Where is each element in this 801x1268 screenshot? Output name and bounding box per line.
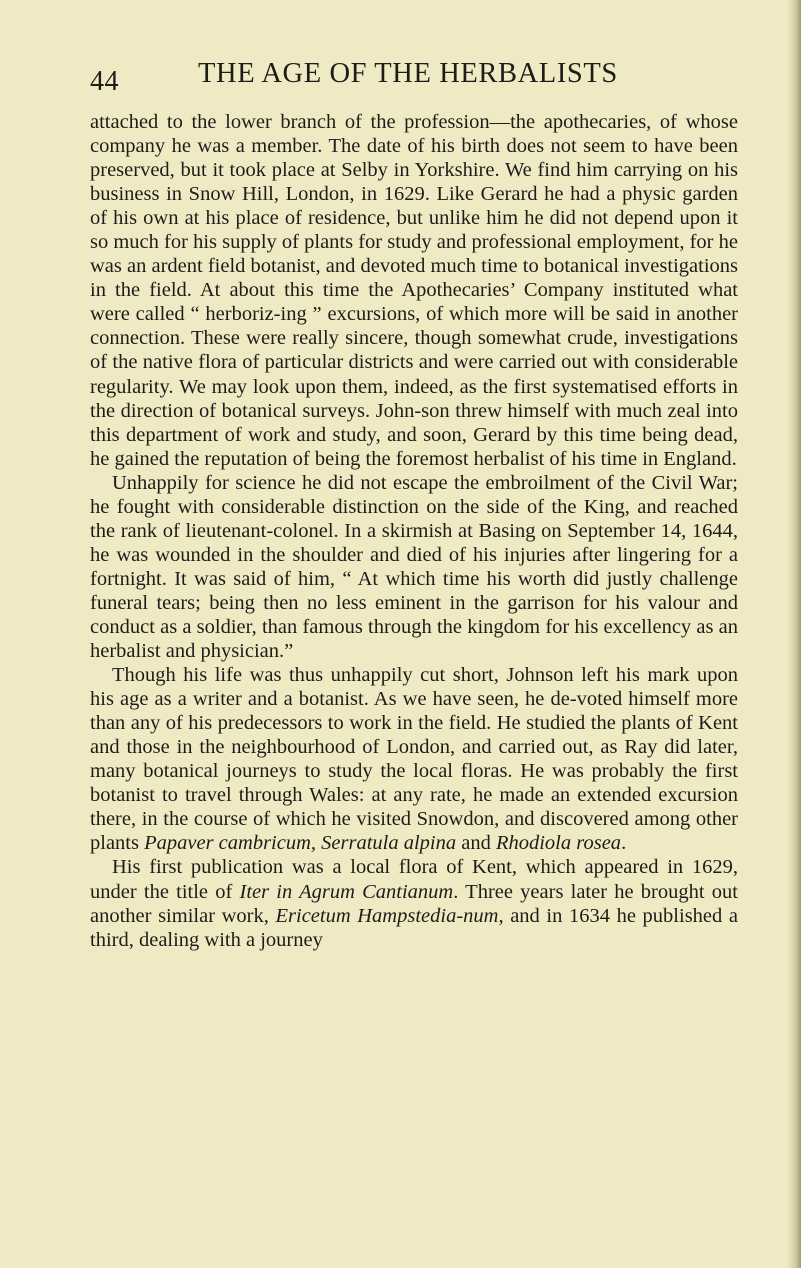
paragraph-4-text: His first publication was a local flora of Kent, which appeared in 1629, under the title of [90,856,738,903]
body-text [90,110,738,952]
paragraph-3-text: Though his life was thus unhappily cut short, Johnson left his mark upon his age as a writer and a botanist. As we have seen, he de-voted himself more than any of his predecessors to work in the field. He studied the plants of Kent and those in the neighbourhood of London, and carried out, as Ray did later, many botanical journeys to study the local floras. He was probably the first botanist to travel through Wales: at any rate, he made an extended excursion there, in the course of which he visited Snowdon, and discovered among other plants [90,664,738,855]
page-edge-shadow [787,0,801,1268]
book-title-iter: Iter in Agrum Cantianum [239,880,454,903]
paragraph-4 [90,855,738,951]
book-title-ericetum: Ericetum Hampstedia-num [275,904,499,927]
paragraph-4-middle: . Three years later he brought out another similar work, [90,880,738,927]
paragraph-4-end: , and in 1634 he published a third, dealing with a journey [90,904,738,951]
page-number: 44 [90,66,119,97]
page-header [90,58,740,102]
species-rhodiola-rosea: Rhodiola rosea [495,832,622,855]
paragraph-3-and: and [456,832,496,855]
paragraph-3-end: . [621,832,627,855]
running-head: THE AGE OF THE HERBALISTS [198,58,618,89]
species-papaver-serratula: Papaver cambricum, Serratula alpina [144,832,457,855]
paragraph-2: Unhappily for science he did not escape the embroilment of the Civil War; he fought with considerable distinction on the side of the King, and reached the rank of lieutenant-colonel. In a skirmish at Basing on September 14, 1644, he was wounded in the shoulder and died of his injuries after lingering for a fortnight. It was said of him, “ At which time his worth did justly challenge funeral tears; being then no less eminent in the garrison for his valour and conduct as a soldier, than famous through the kingdom for his excellency as an herbalist and physician.” [90,471,738,663]
paragraph-3 [90,663,738,855]
paragraph-1: attached to the lower branch of the profession—the apothecaries, of whose company he was a member. The date of his birth does not seem to have been preserved, but it took place at Selby in Yorkshire. We find him carrying on his business in Snow Hill, London, in 1629. Like Gerard he had a physic garden of his own at his place of residence, but unlike him he did not depend upon it so much for his supply of plants for study and professional employment, for he was an ardent field botanist, and devoted much time to botanical investigations in the field. At about this time the Apothecaries’ Company instituted what were called “ herboriz-ing ” excursions, of which more will be said in another connection. These were really sincere, though somewhat crude, investigations of the native flora of particular districts and were carried out with considerable regularity. We may look upon them, indeed, as the first systematised efforts in the direction of botanical surveys. John-son threw himself with much zeal into this department of work and study, and soon, Gerard by this time being dead, he gained the reputation of being the foremost herbalist of his time in England. [90,111,738,470]
